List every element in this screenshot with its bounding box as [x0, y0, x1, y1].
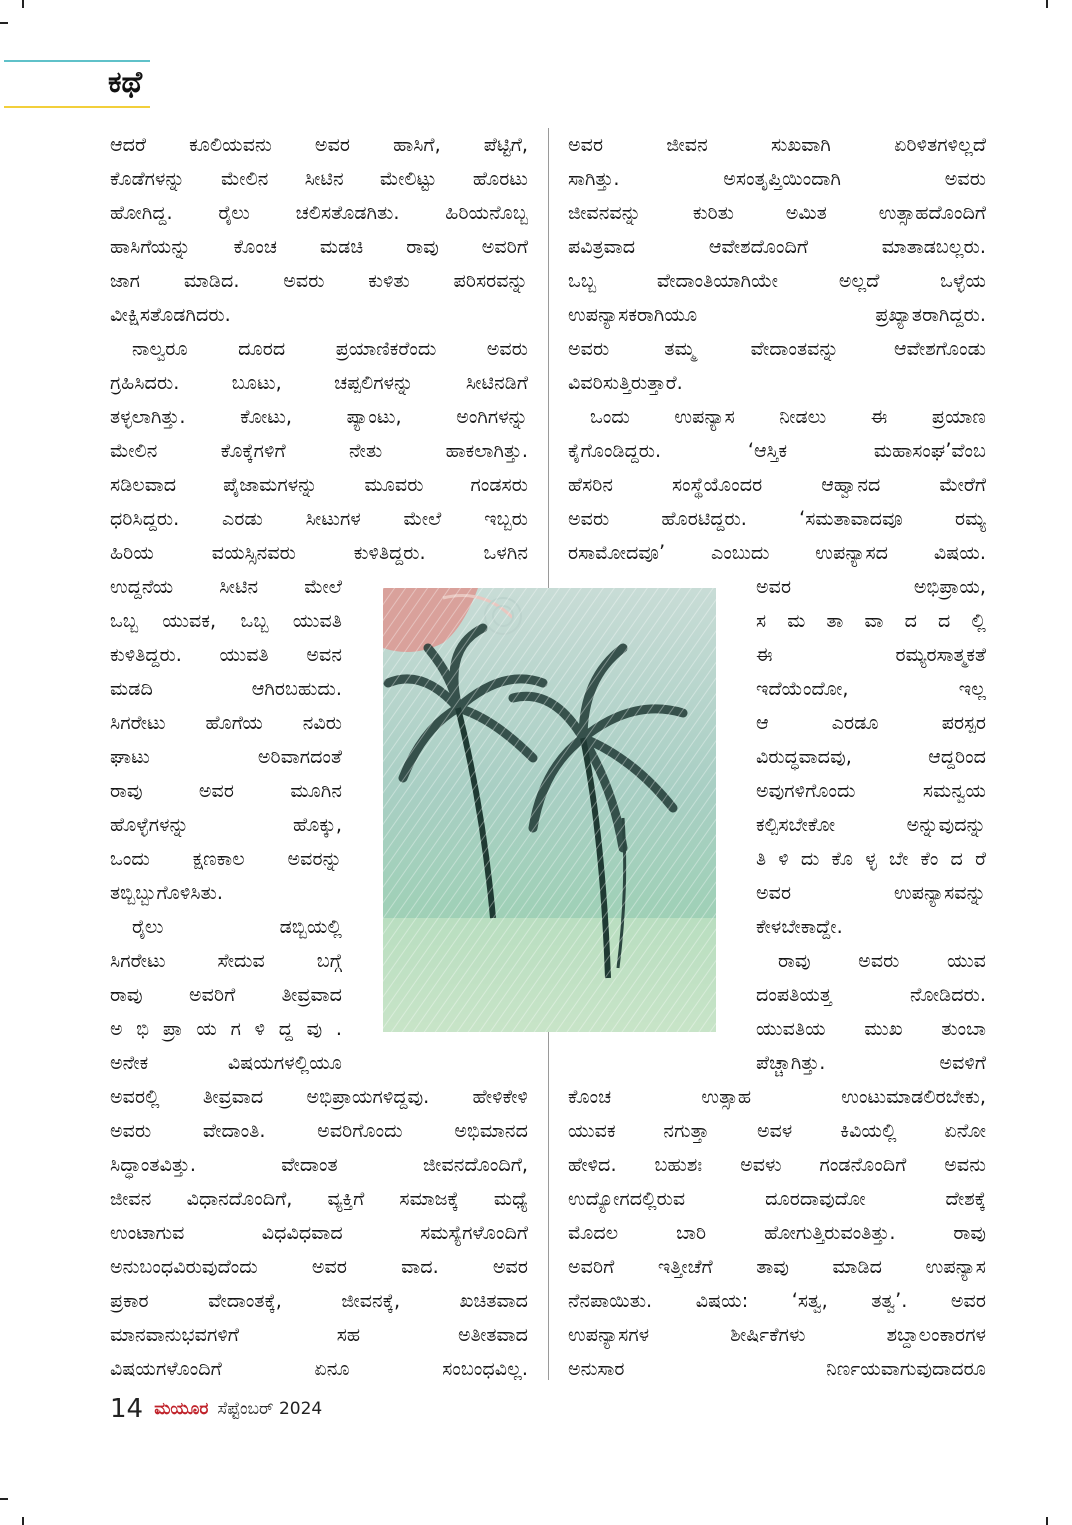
text-line: ಉಪನ್ಯಾಸಕರಾಗಿಯೂ ಪ್ರಖ್ಯಾತರಾಗಿದ್ದರು.: [568, 303, 986, 326]
text-line: ಕುಳಿತಿದ್ದರು. ಯುವತಿ ಅವನ: [110, 643, 342, 666]
text-line: ಜೀವನ ವಿಧಾನದೊಂದಿಗೆ, ವ್ಯಕ್ತಿಗೆ ಸಮಾಜಕ್ಕೆ ಮಧ್ಯೆ: [110, 1187, 528, 1210]
text-line: ತಿ ಳಿ ದು ಕೊ ಳ್ಳ ಬೇ ಕೆಂ ದ ರೆ: [756, 847, 986, 870]
crop-mark: [1046, 0, 1048, 8]
text-line: ಅವರು ತಮ್ಮ ವೇದಾಂತವನ್ನು ಆವೇಶಗೊಂಡು: [568, 337, 986, 360]
text-line: ಅವರಿಗೆ ಇತ್ತೀಚೆಗೆ ತಾವು ಮಾಡಿದ ಉಪನ್ಯಾಸ: [568, 1255, 986, 1278]
story-illustration: [383, 588, 716, 1032]
page-footer: [110, 1392, 322, 1426]
text-line: ಗ್ರಹಿಸಿದರು. ಬೂಟು, ಚಪ್ಪಲಿಗಳನ್ನು ಸೀಟಿನಡಿಗೆ: [110, 371, 528, 394]
crop-mark: [22, 0, 24, 8]
issue-date: ಸೆಪ್ಟೆಂಬರ್ 2024: [217, 1399, 323, 1419]
text-line: ಹೋಗಿದ್ದ. ರೈಲು ಚಲಿಸತೊಡಗಿತು. ಹಿರಿಯನೊಬ್ಬ: [110, 201, 528, 224]
text-line: ಅವರ ಜೀವನ ಸುಖವಾಗಿ ಏರಿಳಿತಗಳಿಲ್ಲದೆ: [568, 133, 986, 156]
text-line: ಮೊದಲ ಬಾರಿ ಹೋಗುತ್ತಿರುವಂತಿತ್ತು. ರಾವು: [568, 1221, 986, 1244]
text-line: ಜೀವನವನ್ನು ಕುರಿತು ಅಮಿತ ಉತ್ಸಾಹದೊಂದಿಗೆ: [568, 201, 986, 224]
text-line: ಒಂದು ಕ್ಷಣಕಾಲ ಅವರನ್ನು: [110, 847, 342, 870]
text-line: ಉದ್ಯೋಗದಲ್ಲಿರುವ ದೂರದಾವುದೋ ದೇಶಕ್ಕೆ: [568, 1187, 986, 1210]
text-line: ತಬ್ಬಿಬ್ಬುಗೊಳಿಸಿತು.: [110, 881, 223, 904]
text-line: ರಾವು ಅವರ ಮೂಗಿನ: [110, 779, 342, 802]
text-line: ಕೇಳಬೇಕಾದ್ದೇ.: [756, 915, 843, 938]
text-line: ಸ ಮ ತಾ ವಾ ದ ದ ಲ್ಲಿ: [756, 609, 986, 632]
text-line: ರಾವು ಅವರಿಗೆ ತೀವ್ರವಾದ: [110, 983, 342, 1006]
text-line: ಒಬ್ಬ ವೇದಾಂತಿಯಾಗಿಯೇ ಅಲ್ಲದೆ ಒಳ್ಳೆಯ: [568, 269, 986, 292]
text-line: ಅನುಬಂಧವಿರುವುದೆಂದು ಅವರ ವಾದ. ಅವರ: [110, 1255, 528, 1278]
text-line: ಆದರೆ ಕೂಲಿಯವನು ಅವರ ಹಾಸಿಗೆ, ಪೆಟ್ಟಿಗೆ,: [110, 133, 528, 156]
crop-mark: [0, 1498, 8, 1500]
text-line: ಅನೇಕ ವಿಷಯಗಳಲ್ಲಿಯೂ: [110, 1051, 342, 1074]
text-line: ಅವರಲ್ಲಿ ತೀವ್ರವಾದ ಅಭಿಪ್ರಾಯಗಳಿದ್ದವು. ಹೇಳಿಕೇಳಿ: [110, 1085, 528, 1108]
text-line: ಜಾಗ ಮಾಡಿದ. ಅವರು ಕುಳಿತು ಪರಿಸರವನ್ನು: [110, 269, 528, 292]
text-line: ಮೇಲಿನ ಕೊಕ್ಕೆಗಳಿಗೆ ನೇತು ಹಾಕಲಾಗಿತ್ತು.: [110, 439, 528, 462]
text-line: ದಂಪತಿಯತ್ತ ನೋಡಿದರು.: [756, 983, 986, 1006]
crop-mark: [0, 22, 8, 24]
text-line: ಒಂದು ಉಪನ್ಯಾಸ ನೀಡಲು ಈ ಪ್ರಯಾಣ: [590, 405, 986, 428]
text-line: ನಾಲ್ವರೂ ದೂರದ ಪ್ರಯಾಣಿಕರೆಂದು ಅವರು: [132, 337, 528, 360]
text-line: ಪೆಚ್ಚಾಗಿತ್ತು. ಅವಳಿಗೆ: [756, 1051, 986, 1074]
text-line: ರಾವು ಅವರು ಯುವ: [778, 949, 986, 972]
text-line: ಹಾಸಿಗೆಯನ್ನು ಕೊಂಚ ಮಡಚಿ ರಾವು ಅವರಿಗೆ: [110, 235, 528, 258]
text-line: ಅವರು ವೇದಾಂತಿ. ಅವರಿಗೊಂದು ಅಭಿಮಾನದ: [110, 1119, 528, 1142]
text-line: ಮಡದಿ ಆಗಿರಬಹುದು.: [110, 677, 342, 700]
text-line: ಅನುಸಾರ ನಿರ್ಣಯವಾಗುವುದಾದರೂ: [568, 1357, 986, 1380]
text-line: ಹೆಸರಿನ ಸಂಸ್ಥೆಯೊಂದರ ಆಹ್ವಾನದ ಮೇರೆಗೆ: [568, 473, 986, 496]
text-line: ಯುವತಿಯ ಮುಖ ತುಂಬಾ: [756, 1017, 986, 1040]
crop-mark: [1046, 1517, 1048, 1525]
text-line: ಧರಿಸಿದ್ದರು. ಎರಡು ಸೀಟುಗಳ ಮೇಲೆ ಇಬ್ಬರು: [110, 507, 528, 530]
text-line: ಅವರ ಉಪನ್ಯಾಸವನ್ನು: [756, 881, 986, 904]
text-line: ಇದೆಯೆಂದೋ, ಇಲ್ಲ: [756, 677, 986, 700]
text-line: ಸಿಗರೇಟು ಹೊಗೆಯ ನವಿರು: [110, 711, 342, 734]
text-line: ಆ ಎರಡೂ ಪರಸ್ಪರ: [756, 711, 986, 734]
text-line: ಪ್ರಕಾರ ವೇದಾಂತಕ್ಕೆ, ಜೀವನಕ್ಕೆ, ಖಚಿತವಾದ: [110, 1289, 528, 1312]
text-line: ಅ ಭಿ ಪ್ರಾ ಯ ಗ ಳಿ ದ್ದ ವು .: [110, 1017, 342, 1040]
text-line: ಕೈಗೊಂಡಿದ್ದರು. ‘ಆಸ್ತಿಕ ಮಹಾಸಂಘ’ವೆಂಬ: [568, 439, 986, 462]
text-line: ಕೊಡೆಗಳನ್ನು ಮೇಲಿನ ಸೀಟಿನ ಮೇಲಿಟ್ಟು ಹೊರಟು: [110, 167, 528, 190]
text-line: ಸಡಿಲವಾದ ಪೈಜಾಮಗಳನ್ನು ಮೂವರು ಗಂಡಸರು: [110, 473, 528, 496]
text-line: ಉಂಟಾಗುವ ವಿಧವಿಧವಾದ ಸಮಸ್ಯೆಗಳೊಂದಿಗೆ: [110, 1221, 528, 1244]
text-line: ವಿರುದ್ಧವಾದವು, ಆದ್ದರಿಂದ: [756, 745, 986, 768]
text-line: ಈ ರಮ್ಯರಸಾತ್ಮಕತೆ: [756, 643, 986, 666]
text-line: ಯುವಕ ನಗುತ್ತಾ ಅವಳ ಕಿವಿಯಲ್ಲಿ ಏನೋ: [568, 1119, 986, 1142]
text-line: ಅವರ ಅಭಿಪ್ರಾಯ,: [756, 575, 986, 598]
text-line: ಸಿಗರೇಟು ಸೇದುವ ಬಗ್ಗೆ: [110, 949, 342, 972]
text-line: ಕಲ್ಪಿಸಬೇಕೋ ಅನ್ನುವುದನ್ನು: [756, 813, 986, 836]
text-line: ಹೇಳಿದ. ಬಹುಶಃ ಅವಳು ಗಂಡನೊಂದಿಗೆ ಅವನು: [568, 1153, 986, 1176]
text-line: ಘಾಟು ಅರಿವಾಗದಂತೆ: [110, 745, 342, 768]
text-line: ಹೊಳ್ಳೆಗಳನ್ನು ಹೊಕ್ಕು,: [110, 813, 342, 836]
magazine-name: ಮಯೂರ: [154, 1399, 209, 1419]
text-line: ಉಪನ್ಯಾಸಗಳ ಶೀರ್ಷಿಕೆಗಳು ಶಬ್ದಾಲಂಕಾರಗಳ: [568, 1323, 986, 1346]
text-line: ಪವಿತ್ರವಾದ ಆವೇಶದೊಂದಿಗೆ ಮಾತಾಡಬಲ್ಲರು.: [568, 235, 986, 258]
text-line: ರಸಾಮೋದವೂ’ ಎಂಬುದು ಉಪನ್ಯಾಸದ ವಿಷಯ.: [568, 541, 986, 564]
text-line: ತಳ್ಳಲಾಗಿತ್ತು. ಕೋಟು, ಪ್ಯಾಂಟು, ಅಂಗಿಗಳನ್ನು: [110, 405, 528, 428]
text-line: ಅವರು ಹೊರಟಿದ್ದರು. ‘ಸಮತಾವಾದವೂ ರಮ್ಯ: [568, 507, 986, 530]
text-line: ನೆನಪಾಯಿತು. ವಿಷಯ: ‘ಸತ್ವ, ತತ್ವ’. ಅವರ: [568, 1289, 986, 1312]
section-rule-teal: [4, 60, 150, 62]
page-number: 14: [110, 1394, 144, 1424]
text-line: ಉದ್ದನೆಯ ಸೀಟಿನ ಮೇಲೆ: [110, 575, 342, 598]
text-line: ವಿವರಿಸುತ್ತಿರುತ್ತಾರೆ.: [568, 371, 683, 394]
text-line: ಹಿರಿಯ ವಯಸ್ಸಿನವರು ಕುಳಿತಿದ್ದರು. ಒಳಗಿನ: [110, 541, 528, 564]
palm-trees-in-storm-image: [383, 588, 716, 1032]
section-label: ಕಥೆ: [108, 65, 143, 100]
text-line: ರೈಲು ಡಬ್ಬಿಯಲ್ಲಿ: [132, 915, 342, 938]
text-line: ಮಾನವಾನುಭವಗಳಿಗೆ ಸಹ ಅತೀತವಾದ: [110, 1323, 528, 1346]
text-line: ಕೊಂಚ ಉತ್ಸಾಹ ಉಂಟುಮಾಡಲಿರಬೇಕು,: [568, 1085, 986, 1108]
text-line: ಒಬ್ಬ ಯುವಕ, ಒಬ್ಬ ಯುವತಿ: [110, 609, 342, 632]
text-line: ವೀಕ್ಷಿಸತೊಡಗಿದರು.: [110, 303, 231, 326]
text-line: ವಿಷಯಗಳೊಂದಿಗೆ ಏನೂ ಸಂಬಂಧವಿಲ್ಲ.: [110, 1357, 528, 1380]
section-rule-yellow: [4, 106, 150, 108]
text-line: ಸಿದ್ಧಾಂತವಿತ್ತು. ವೇದಾಂತ ಜೀವನದೊಂದಿಗೆ,: [110, 1153, 528, 1176]
text-line: ಅವುಗಳಿಗೊಂದು ಸಮನ್ವಯ: [756, 779, 986, 802]
text-line: ಸಾಗಿತ್ತು. ಅಸಂತೃಪ್ತಿಯಿಂದಾಗಿ ಅವರು: [568, 167, 986, 190]
crop-mark: [22, 1517, 24, 1525]
